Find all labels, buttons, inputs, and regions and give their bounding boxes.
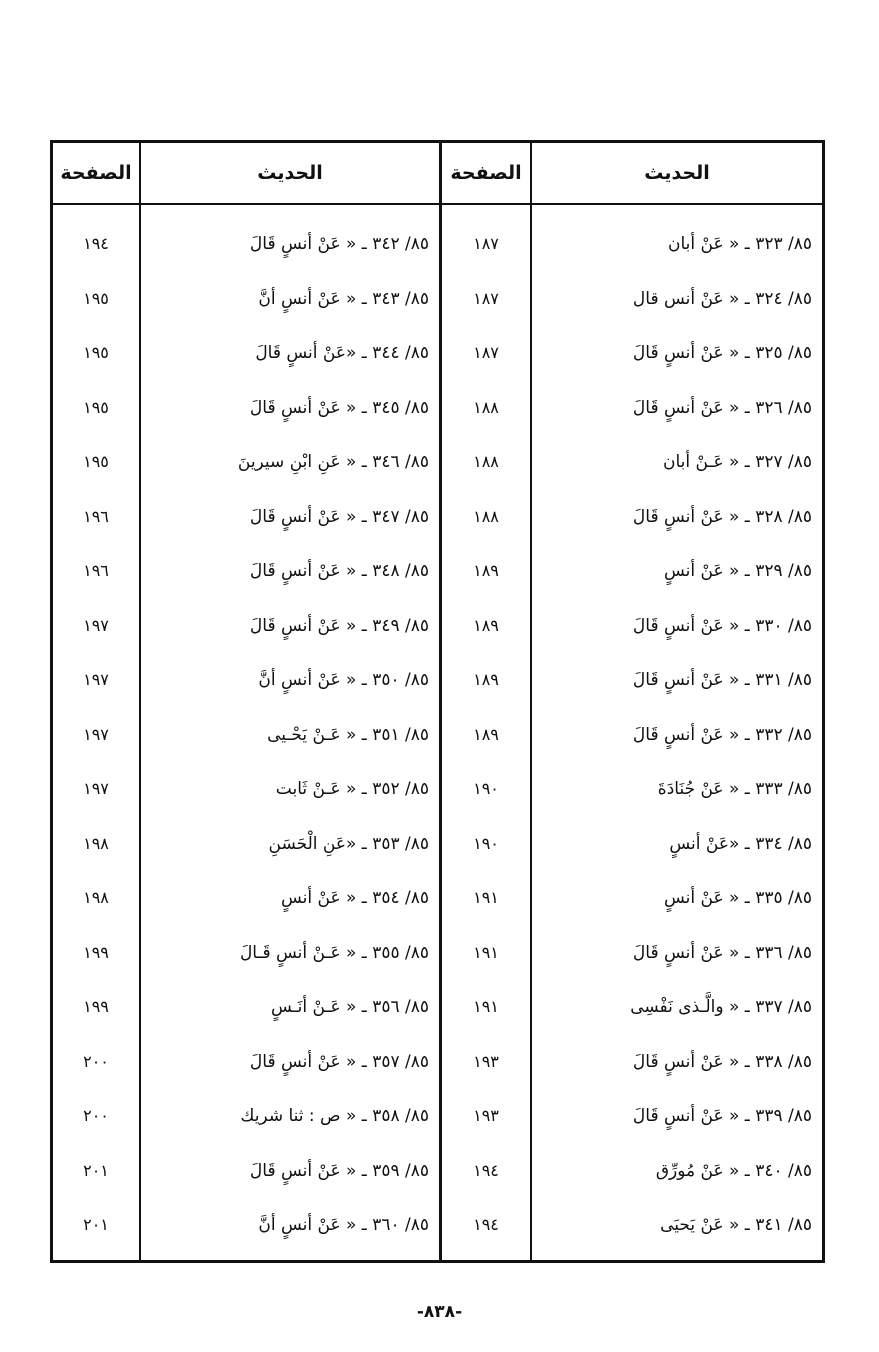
left-hadith-entry: ٨٥/ ٣٤٧ ـ « عَنْ أنسٍ قَالَ [249, 506, 429, 527]
left-page-number: ١٩٦ [83, 561, 109, 580]
right-hadith-entry: ٨٥/ ٣٤٠ ـ « عَنْ مُورِّق [655, 1160, 812, 1181]
table-row [53, 926, 822, 981]
table-row [53, 708, 822, 763]
right-page-number: ١٩١ [473, 888, 499, 907]
right-hadith-entry: ٨٥/ ٣٣٢ ـ « عَنْ أنسٍ قَالَ [632, 724, 812, 745]
left-page-number: ١٩٧ [83, 724, 109, 744]
table-row [53, 490, 822, 545]
table-row [53, 326, 822, 381]
right-page-number: ١٩٤ [473, 1160, 499, 1180]
left-hadith-entry: ٨٥/ ٣٥٤ ـ « عَنْ أنسٍ [280, 888, 429, 908]
right-page-number: ١٨٧ [473, 234, 499, 253]
right-hadith-entry: ٨٥/ ٣٢٦ ـ « عَنْ أنسٍ قَالَ [632, 397, 812, 418]
right-hadith-entry: ٨٥/ ٣٢٨ ـ « عَنْ أنسٍ قَالَ [632, 506, 812, 527]
right-hadith-entry: ٨٥/ ٣٣٩ ـ « عَنْ أنسٍ قَالَ [632, 1106, 812, 1126]
right-hadith-entry: ٨٥/ ٣٢٩ ـ « عَنْ أنسٍ [663, 561, 812, 581]
header-hadith-right: الحديث [644, 162, 710, 184]
right-hadith-entry: ٨٥/ ٣٢٥ ـ « عَنْ أنسٍ قَالَ [632, 343, 812, 363]
left-page-number: ١٩٥ [83, 397, 109, 417]
left-page-number: ١٩٨ [83, 833, 109, 853]
left-hadith-entry: ٨٥/ ٣٥٦ ـ « عَـنْ أنَـسٍ [271, 997, 429, 1017]
hadith-index-table [50, 140, 825, 1263]
right-page-number: ١٨٩ [473, 615, 499, 635]
right-hadith-entry: ٨٥/ ٣٣٤ ـ «عَنْ أنسٍ [669, 833, 812, 854]
left-page-number: ١٩٦ [83, 506, 109, 526]
right-hadith-entry: ٨٥/ ٣٣٨ ـ « عَنْ أنسٍ قَالَ [632, 1051, 812, 1072]
table-body [53, 217, 822, 1253]
left-hadith-entry: ٨٥/ ٣٥٠ ـ « عَنْ أنسٍ أنَّ [258, 670, 429, 690]
table-row [53, 1089, 822, 1144]
right-hadith-entry: ٨٥/ ٣٢٤ ـ « عَنْ أنس قال [632, 288, 812, 309]
left-page-number: ١٩٥ [83, 452, 109, 471]
table-row [53, 1198, 822, 1253]
left-page-number: ١٩٨ [83, 888, 109, 907]
header-divider [53, 203, 822, 205]
header-page-right: الصفحة [450, 162, 522, 184]
right-page-number: ١٩١ [473, 942, 499, 962]
right-hadith-entry: ٨٥/ ٣٢٧ ـ « عَـنْ أبان [663, 452, 812, 472]
left-page-number: ١٩٤ [83, 234, 109, 253]
left-page-number: ١٩٧ [83, 615, 109, 635]
left-page-number: ١٩٧ [83, 670, 109, 689]
right-page-number: ١٩١ [473, 997, 499, 1016]
right-hadith-entry: ٨٥/ ٣٣٠ ـ « عَنْ أنسٍ قَالَ [632, 615, 812, 636]
left-hadith-entry: ٨٥/ ٣٤٥ ـ « عَنْ أنسٍ قَالَ [249, 397, 429, 418]
left-hadith-entry: ٨٥/ ٣٥٨ ـ « ص : ثنا شريك [240, 1106, 429, 1126]
left-hadith-entry: ٨٥/ ٣٥٥ ـ « عَـنْ أنسٍ قَـالَ [239, 942, 429, 963]
left-page-number: ٢٠٠ [83, 1106, 109, 1125]
left-hadith-entry: ٨٥/ ٣٥٢ ـ « عَـنْ ثَابت [275, 779, 429, 799]
table-row [53, 599, 822, 654]
header-page-left: الصفحة [60, 162, 132, 184]
table-row [53, 871, 822, 926]
left-hadith-entry: ٨٥/ ٣٤٦ ـ « عَنِ ابْنِ سيرينَ [237, 452, 429, 472]
right-page-number: ١٩٤ [473, 1215, 499, 1234]
right-page-number: ١٨٩ [473, 670, 499, 689]
right-page-number: ١٨٨ [473, 452, 499, 471]
right-page-number: ١٩٠ [473, 833, 499, 853]
right-page-number: ١٨٧ [473, 288, 499, 308]
left-page-number: ٢٠٠ [83, 1051, 109, 1071]
left-hadith-entry: ٨٥/ ٣٤٨ ـ « عَنْ أنسٍ قَالَ [249, 561, 429, 581]
right-page-number: ١٩٣ [473, 1106, 499, 1125]
right-page-number: ١٩٠ [473, 779, 499, 798]
header-hadith-left: الحديث [257, 162, 323, 184]
right-hadith-entry: ٨٥/ ٣٤١ ـ « عَنْ يَحيَى [660, 1215, 812, 1235]
left-page-number: ٢٠١ [83, 1160, 109, 1180]
page-number: -٨٣٨- [416, 1302, 463, 1322]
left-hadith-entry: ٨٥/ ٣٤٩ ـ « عَنْ أنسٍ قَالَ [249, 615, 429, 636]
right-page-number: ١٨٨ [473, 506, 499, 526]
left-hadith-entry: ٨٥/ ٣٥١ ـ « عَـنْ يَحْـيى [267, 724, 429, 745]
right-page-number: ١٩٣ [473, 1051, 499, 1071]
left-page-number: ١٩٥ [83, 343, 109, 362]
table-row [53, 980, 822, 1035]
right-hadith-entry: ٨٥/ ٣٣٥ ـ « عَنْ أنسٍ [663, 888, 812, 908]
left-hadith-entry: ٨٥/ ٣٦٠ ـ « عَنْ أنسٍ أنَّ [258, 1215, 429, 1235]
left-page-number: ١٩٩ [83, 997, 109, 1016]
table-row [53, 435, 822, 490]
right-page-number: ١٨٨ [473, 397, 499, 417]
left-hadith-entry: ٨٥/ ٣٤٢ ـ « عَنْ أنسٍ قَالَ [249, 234, 429, 254]
right-hadith-entry: ٨٥/ ٣٣٦ ـ « عَنْ أنسٍ قَالَ [632, 942, 812, 963]
left-hadith-entry: ٨٥/ ٣٥٩ ـ « عَنْ أنسٍ قَالَ [249, 1160, 429, 1181]
right-page-number: ١٨٩ [473, 724, 499, 744]
right-page-number: ١٨٧ [473, 343, 499, 362]
right-hadith-entry: ٨٥/ ٣٣٣ ـ « عَنْ جُنَادَةَ [657, 779, 812, 799]
right-page-number: ١٨٩ [473, 561, 499, 580]
right-hadith-entry: ٨٥/ ٣٣١ ـ « عَنْ أنسٍ قَالَ [632, 670, 812, 690]
left-hadith-entry: ٨٥/ ٣٤٣ ـ « عَنْ أنسٍ أنَّ [258, 288, 429, 309]
table-row [53, 817, 822, 872]
left-hadith-entry: ٨٥/ ٣٥٣ ـ «عَنِ الْحَسَنِ [268, 833, 429, 854]
left-page-number: ١٩٧ [83, 779, 109, 798]
table-row [53, 762, 822, 817]
left-page-number: ٢٠١ [83, 1215, 109, 1234]
table-row [53, 544, 822, 599]
table-row [53, 1144, 822, 1199]
right-hadith-entry: ٨٥/ ٣٢٣ ـ « عَنْ أبان [667, 234, 812, 254]
left-page-number: ١٩٥ [83, 288, 109, 308]
table-row [53, 272, 822, 327]
table-row [53, 217, 822, 272]
left-page-number: ١٩٩ [83, 942, 109, 962]
table-row [53, 1035, 822, 1090]
left-hadith-entry: ٨٥/ ٣٥٧ ـ « عَنْ أنسٍ قَالَ [249, 1051, 429, 1072]
table-row [53, 381, 822, 436]
left-hadith-entry: ٨٥/ ٣٤٤ ـ «عَنْ أنسٍ قَالَ [255, 343, 429, 363]
table-row [53, 653, 822, 708]
right-hadith-entry: ٨٥/ ٣٣٧ ـ « والَّـذى نَفْسِى [630, 997, 812, 1017]
